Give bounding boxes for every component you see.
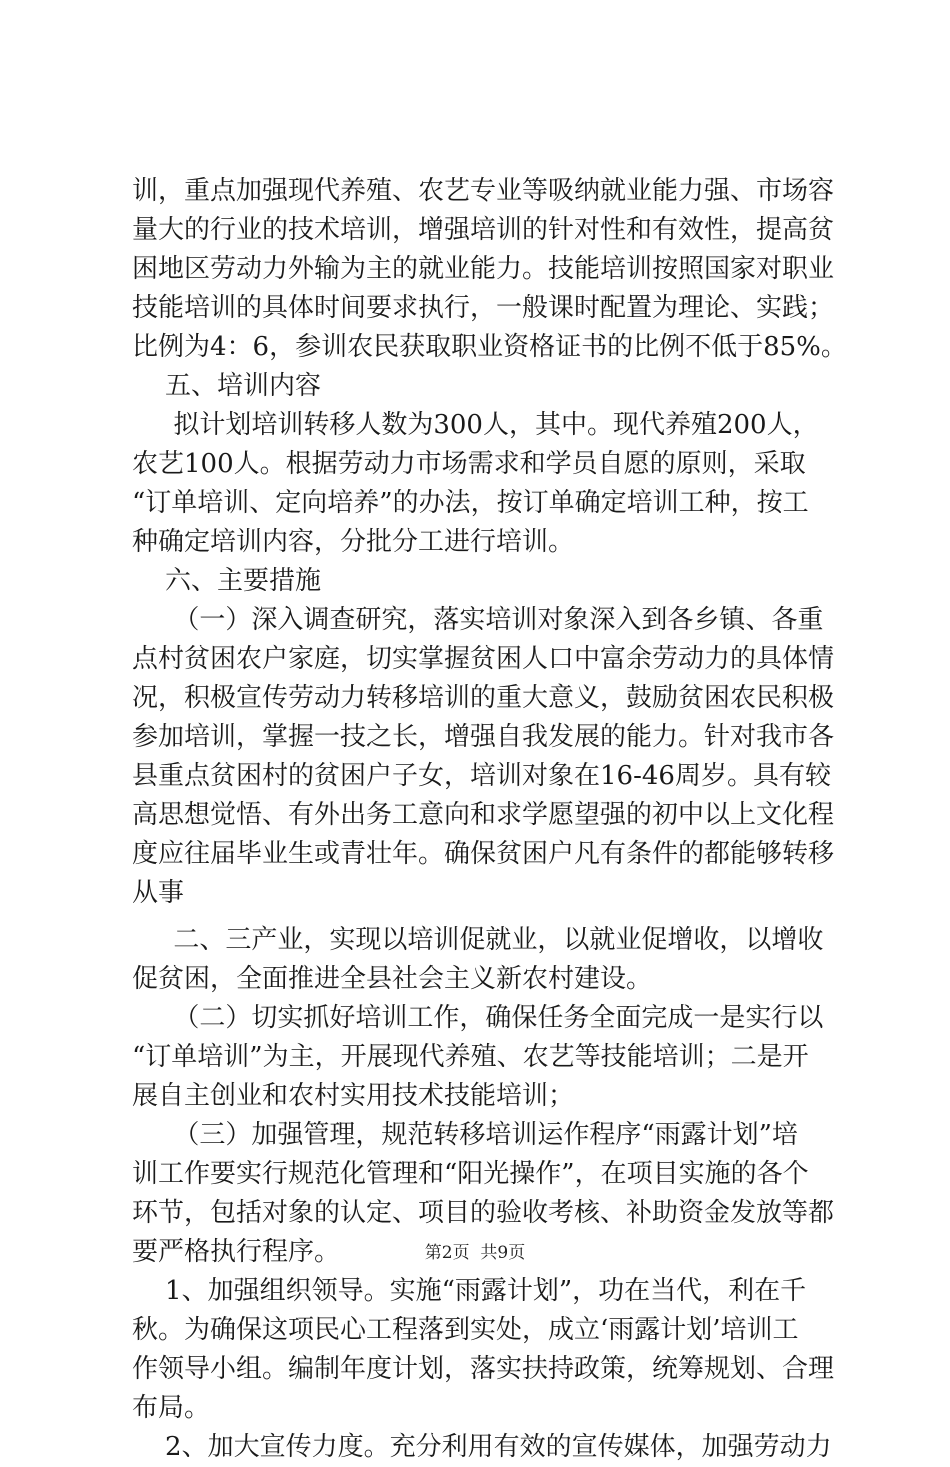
text-line: 作领导小组。编制年度计划，落实扶持政策，统筹规划、合理: [132, 1354, 835, 1384]
text-line: 技能培训的具体时间要求执行，一般课时配置为理论、实践；: [132, 293, 835, 323]
text-line: 参加培训，掌握一技之长，增强自我发展的能力。针对我市各: [132, 722, 835, 752]
text-line: 训，重点加强现代养殖、农艺专业等吸纳就业能力强、市场容: [132, 176, 835, 206]
section-heading: 五、培训内容: [132, 371, 322, 401]
text-line: 布局。: [132, 1393, 211, 1423]
section-heading: 六、主要措施: [132, 566, 322, 596]
page-number-footer: 第2页 共9页: [424, 1243, 526, 1263]
text-line: （二）切实抓好培训工作，确保任务全面完成一是实行以: [132, 1003, 824, 1033]
text-line: 环节，包括对象的认定、项目的验收考核、补助资金发放等都: [132, 1198, 835, 1228]
text-line: 高思想觉悟、有外出务工意向和求学愿望强的初中以上文化程: [132, 800, 835, 830]
text-line: “订单培训”为主，开展现代养殖、农艺等技能培训；二是开: [132, 1042, 809, 1072]
text-line: （一）深入调查研究，落实培训对象深入到各乡镇、各重: [132, 605, 824, 635]
text-line: （三）加强管理，规范转移培训运作程序“雨露计划”培: [132, 1120, 798, 1150]
text-line: 秋。为确保这项民心工程落到实处，成立‘雨露计划’培训工: [132, 1315, 799, 1345]
text-line: 训工作要实行规范化管理和“阳光操作”，在项目实施的各个: [132, 1159, 809, 1189]
text-line: 比例为4：6，参训农民获取职业资格证书的比例不低于85%。: [132, 332, 847, 362]
text-line: 要严格执行程序。: [132, 1237, 341, 1267]
text-line: “订单培训、定向培养”的办法，按订单确定培训工种，按工: [132, 488, 809, 518]
paragraph-gap: [132, 913, 832, 921]
text-line: 度应往届毕业生或青壮年。确保贫困户凡有条件的都能够转移: [132, 839, 835, 869]
text-line: 县重点贫困村的贫困户子女，培训对象在16-46周岁。具有较: [132, 761, 831, 791]
text-line: 拟计划培训转移人数为300人，其中。现代养殖200人，: [132, 410, 819, 440]
text-line: 二、三产业，实现以培训促就业，以就业促增收，以增收: [132, 925, 824, 955]
text-line: 从事: [132, 878, 185, 908]
text-line: 量大的行业的技术培训，增强培训的针对性和有效性，提高贫: [132, 215, 835, 245]
text-line: 况，积极宣传劳动力转移培训的重大意义，鼓励贫困农民积极: [132, 683, 835, 713]
text-line: 1、加强组织领导。实施“雨露计划”，功在当代，利在千: [132, 1276, 807, 1306]
text-line: 展自主创业和农村实用技术技能培训；: [132, 1081, 575, 1111]
text-line: 2、加大宣传力度。充分利用有效的宣传媒体，加强劳动力: [132, 1432, 832, 1462]
text-line: 种确定培训内容，分批分工进行培训。: [132, 527, 575, 557]
document-body: [132, 172, 847, 1467]
text-line: 促贫困，全面推进全县社会主义新农村建设。: [132, 964, 653, 994]
text-line: 点村贫困农户家庭，切实掌握贫困人口中富余劳动力的具体情: [132, 644, 835, 674]
text-line: 农艺100人。根据劳动力市场需求和学员自愿的原则，采取: [132, 449, 806, 479]
text-line: 困地区劳动力外输为主的就业能力。技能培训按照国家对职业: [132, 254, 835, 284]
